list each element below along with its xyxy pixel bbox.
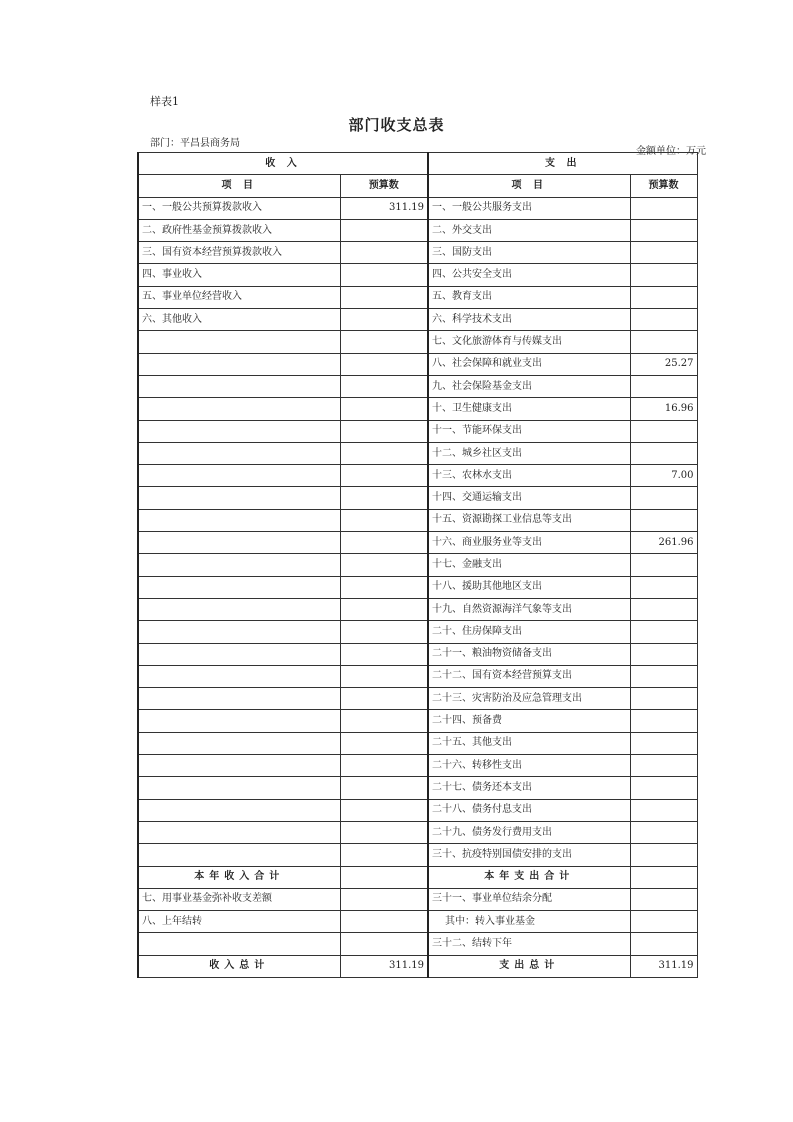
- table-row: [138, 532, 697, 554]
- expense-item: 二十九、债务发行费用支出: [428, 821, 630, 843]
- income-item: [138, 554, 340, 576]
- expense-amount: [630, 911, 697, 933]
- expense-item-col-header: 项 目: [428, 175, 630, 197]
- expense-item: 二十一、粮油物资储备支出: [428, 643, 630, 665]
- income-amount: [340, 643, 428, 665]
- expense-item: 三十二、结转下年: [428, 933, 630, 955]
- expense-item: 十四、交通运输支出: [428, 487, 630, 509]
- table-row: [138, 242, 697, 264]
- expense-item: 二、外交支出: [428, 219, 630, 241]
- income-amount: [340, 375, 428, 397]
- expense-amount: [630, 621, 697, 643]
- expense-item: 十八、援助其他地区支出: [428, 576, 630, 598]
- income-amount: [340, 576, 428, 598]
- income-amount: [340, 242, 428, 264]
- table-row: [138, 821, 697, 843]
- expense-item: 四、公共安全支出: [428, 264, 630, 286]
- income-item: 四、事业收入: [138, 264, 340, 286]
- expense-item: 十二、城乡社区支出: [428, 442, 630, 464]
- expense-item: 十五、资源勘探工业信息等支出: [428, 509, 630, 531]
- expense-amount: [630, 665, 697, 687]
- income-amount: [340, 844, 428, 866]
- income-amount: [340, 710, 428, 732]
- income-item: [138, 643, 340, 665]
- income-grand-total-amount: 311.19: [340, 955, 428, 977]
- table-row: [138, 643, 697, 665]
- expense-amount: [630, 643, 697, 665]
- income-amount: [340, 888, 428, 910]
- income-item: [138, 509, 340, 531]
- income-item: [138, 487, 340, 509]
- expense-item: 二十五、其他支出: [428, 732, 630, 754]
- expense-item: 十三、农林水支出: [428, 465, 630, 487]
- table-row: [138, 799, 697, 821]
- income-item: [138, 465, 340, 487]
- income-item: [138, 353, 340, 375]
- income-budget-col-header: 预算数: [340, 175, 428, 197]
- table-row: [138, 576, 697, 598]
- income-item: 三、国有资本经营预算拨款收入: [138, 242, 340, 264]
- expense-item: 六、科学技术支出: [428, 309, 630, 331]
- expense-amount: [630, 888, 697, 910]
- income-item: [138, 532, 340, 554]
- table-row: [138, 509, 697, 531]
- income-item: [138, 799, 340, 821]
- table-row: [138, 197, 697, 219]
- year-income-total-label: 本年收入合计: [138, 866, 340, 888]
- expense-amount: [630, 420, 697, 442]
- expense-item: 八、社会保障和就业支出: [428, 353, 630, 375]
- expense-item: 十、卫生健康支出: [428, 398, 630, 420]
- income-amount: [340, 420, 428, 442]
- expense-amount: [630, 777, 697, 799]
- table-row: [138, 844, 697, 866]
- income-item-col-header: 项 目: [138, 175, 340, 197]
- income-item: 五、事业单位经营收入: [138, 286, 340, 308]
- income-amount: [340, 219, 428, 241]
- expense-item: 其中：转入事业基金: [428, 911, 630, 933]
- expense-grand-total-label: 支出总计: [428, 955, 630, 977]
- column-header-row: [138, 175, 697, 197]
- expense-item: 二十、住房保障支出: [428, 621, 630, 643]
- sample-label: 样表1: [150, 95, 179, 108]
- income-amount: [340, 911, 428, 933]
- expense-amount: [630, 821, 697, 843]
- expense-item: 二十六、转移性支出: [428, 755, 630, 777]
- income-amount: [340, 465, 428, 487]
- income-item: [138, 576, 340, 598]
- department-label: 部门：平昌县商务局: [150, 138, 240, 149]
- expense-amount: [630, 933, 697, 955]
- income-item: [138, 732, 340, 754]
- table-row: [138, 398, 697, 420]
- expense-header: 支 出: [428, 153, 697, 175]
- expense-item: 二十八、债务付息支出: [428, 799, 630, 821]
- income-amount: [340, 442, 428, 464]
- income-amount: [340, 732, 428, 754]
- expense-item: 五、教育支出: [428, 286, 630, 308]
- expense-item: 三十、抗疫特别国债安排的支出: [428, 844, 630, 866]
- income-item: [138, 821, 340, 843]
- extra-row: [138, 933, 697, 955]
- expense-amount: [630, 286, 697, 308]
- grand-total-row: [138, 955, 697, 977]
- table-row: [138, 755, 697, 777]
- expense-amount: [630, 576, 697, 598]
- expense-budget-col-header: 预算数: [630, 175, 697, 197]
- expense-amount: [630, 442, 697, 464]
- expense-amount: [630, 554, 697, 576]
- income-item: [138, 331, 340, 353]
- income-item: [138, 688, 340, 710]
- table-row: [138, 732, 697, 754]
- expense-item: 三、国防支出: [428, 242, 630, 264]
- income-amount: [340, 621, 428, 643]
- expense-amount: [630, 710, 697, 732]
- budget-table-body: [138, 153, 697, 978]
- income-amount: [340, 821, 428, 843]
- income-amount: [340, 799, 428, 821]
- income-amount: [340, 665, 428, 687]
- income-item: [138, 621, 340, 643]
- expense-amount: 25.27: [630, 353, 697, 375]
- expense-amount: [630, 375, 697, 397]
- income-amount: [340, 777, 428, 799]
- table-row: [138, 688, 697, 710]
- income-amount: [340, 398, 428, 420]
- income-amount: [340, 598, 428, 620]
- page-title: 部门收支总表: [348, 116, 445, 134]
- income-item: 一、一般公共预算拨款收入: [138, 197, 340, 219]
- table-row: [138, 621, 697, 643]
- income-item: [138, 844, 340, 866]
- expense-item: 三十一、事业单位结余分配: [428, 888, 630, 910]
- expense-item: 十一、节能环保支出: [428, 420, 630, 442]
- expense-amount: [630, 197, 697, 219]
- unit-label: 金额单位：万元: [636, 146, 706, 157]
- expense-amount: [630, 487, 697, 509]
- income-item: [138, 710, 340, 732]
- income-item: [138, 398, 340, 420]
- expense-amount: [630, 732, 697, 754]
- table-row: [138, 777, 697, 799]
- table-row: [138, 598, 697, 620]
- table-row: [138, 710, 697, 732]
- income-item: [138, 665, 340, 687]
- table-row: [138, 219, 697, 241]
- expense-amount: [630, 219, 697, 241]
- extra-row: [138, 888, 697, 910]
- income-header: 收 入: [138, 153, 428, 175]
- expense-amount: [630, 598, 697, 620]
- expense-item: 二十三、灾害防治及应急管理支出: [428, 688, 630, 710]
- income-amount: [340, 554, 428, 576]
- income-amount: [340, 286, 428, 308]
- income-item: [138, 375, 340, 397]
- income-item: [138, 442, 340, 464]
- expense-item: 二十四、预备费: [428, 710, 630, 732]
- income-item: [138, 755, 340, 777]
- income-amount: [340, 532, 428, 554]
- income-item: 八、上年结转: [138, 911, 340, 933]
- table-row: [138, 331, 697, 353]
- income-item: [138, 933, 340, 955]
- year-income-total-amount: [340, 866, 428, 888]
- income-amount: [340, 264, 428, 286]
- expense-amount: 7.00: [630, 465, 697, 487]
- table-row: [138, 375, 697, 397]
- expense-amount: 261.96: [630, 532, 697, 554]
- income-item: [138, 777, 340, 799]
- income-amount: 311.19: [340, 197, 428, 219]
- income-item: 六、其他收入: [138, 309, 340, 331]
- expense-item: 十七、金融支出: [428, 554, 630, 576]
- expense-amount: [630, 799, 697, 821]
- expense-item: 十九、自然资源海洋气象等支出: [428, 598, 630, 620]
- expense-amount: 16.96: [630, 398, 697, 420]
- expense-item: 二十二、国有资本经营预算支出: [428, 665, 630, 687]
- expense-amount: [630, 509, 697, 531]
- income-amount: [340, 331, 428, 353]
- income-item: 二、政府性基金预算拨款收入: [138, 219, 340, 241]
- extra-row: [138, 911, 697, 933]
- expense-item: 二十七、债务还本支出: [428, 777, 630, 799]
- table-row: [138, 309, 697, 331]
- income-amount: [340, 933, 428, 955]
- income-amount: [340, 755, 428, 777]
- income-item: 七、用事业基金弥补收支差额: [138, 888, 340, 910]
- section-header-row: [138, 153, 697, 175]
- income-amount: [340, 353, 428, 375]
- income-item: [138, 420, 340, 442]
- budget-table: [137, 152, 698, 978]
- year-expense-total-label: 本年支出合计: [428, 866, 630, 888]
- expense-amount: [630, 242, 697, 264]
- table-row: [138, 665, 697, 687]
- table-row: [138, 264, 697, 286]
- table-row: [138, 554, 697, 576]
- table-row: [138, 487, 697, 509]
- income-grand-total-label: 收入总计: [138, 955, 340, 977]
- expense-amount: [630, 309, 697, 331]
- expense-amount: [630, 755, 697, 777]
- expense-amount: [630, 844, 697, 866]
- year-expense-total-amount: [630, 866, 697, 888]
- income-item: [138, 598, 340, 620]
- table-row: [138, 286, 697, 308]
- expense-amount: [630, 688, 697, 710]
- expense-item: 一、一般公共服务支出: [428, 197, 630, 219]
- income-amount: [340, 688, 428, 710]
- expense-amount: [630, 264, 697, 286]
- expense-amount: [630, 331, 697, 353]
- year-total-row: [138, 866, 697, 888]
- table-row: [138, 442, 697, 464]
- expense-item: 十六、商业服务业等支出: [428, 532, 630, 554]
- income-amount: [340, 487, 428, 509]
- expense-item: 九、社会保险基金支出: [428, 375, 630, 397]
- expense-item: 七、文化旅游体育与传媒支出: [428, 331, 630, 353]
- table-row: [138, 465, 697, 487]
- table-row: [138, 353, 697, 375]
- table-row: [138, 420, 697, 442]
- income-amount: [340, 509, 428, 531]
- income-amount: [340, 309, 428, 331]
- expense-grand-total-amount: 311.19: [630, 955, 697, 977]
